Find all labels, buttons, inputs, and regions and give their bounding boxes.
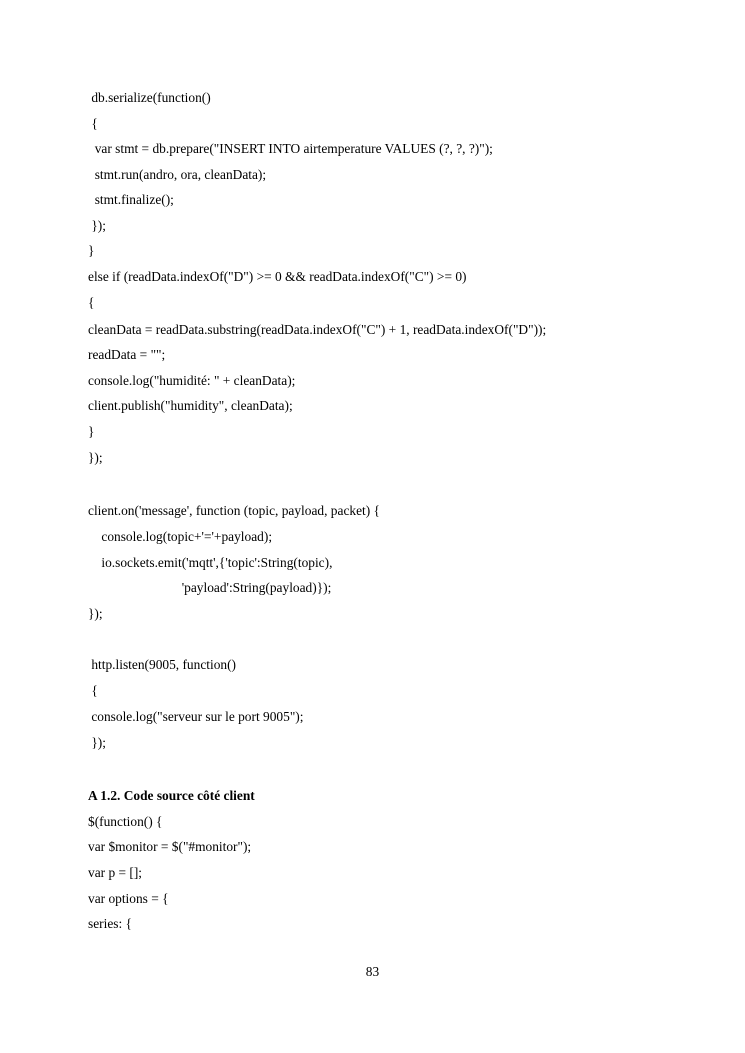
code-line: 'payload':String(payload)}); bbox=[88, 580, 332, 595]
code-line: client.on('message', function (topic, payload, packet) { bbox=[88, 503, 380, 518]
code-line: }); bbox=[88, 735, 106, 750]
code-line: } bbox=[88, 424, 95, 439]
code-line: }); bbox=[88, 450, 103, 465]
code-line: { bbox=[88, 295, 95, 310]
code-line: }); bbox=[88, 218, 106, 233]
code-line: console.log("serveur sur le port 9005"); bbox=[88, 709, 304, 724]
code-line: series: { bbox=[88, 916, 132, 931]
code-line: var stmt = db.prepare("INSERT INTO airtemperature VALUES (?, ?, ?)"); bbox=[88, 141, 493, 156]
code-line: } bbox=[88, 243, 95, 258]
section-heading: A 1.2. Code source côté client bbox=[88, 788, 255, 803]
code-line: http.listen(9005, function() bbox=[88, 657, 237, 672]
code-line: { bbox=[88, 683, 98, 698]
code-line: $(function() { bbox=[88, 814, 163, 829]
code-line: client.publish("humidity", cleanData); bbox=[88, 398, 293, 413]
code-line: { bbox=[88, 116, 98, 131]
code-line: cleanData = readData.substring(readData.indexOf("C") + 1, readData.indexOf("D")); bbox=[88, 322, 547, 337]
code-line: db.serialize(function() bbox=[88, 90, 211, 105]
code-line: var $monitor = $("#monitor"); bbox=[88, 839, 252, 854]
code-line: }); bbox=[88, 606, 103, 621]
code-line: stmt.finalize(); bbox=[88, 192, 174, 207]
code-line: stmt.run(andro, ora, cleanData); bbox=[88, 167, 267, 182]
code-line: readData = ""; bbox=[88, 347, 166, 362]
code-line: var options = { bbox=[88, 891, 169, 906]
code-line: console.log(topic+'='+payload); bbox=[88, 529, 273, 544]
code-line: var p = []; bbox=[88, 865, 143, 880]
code-line: else if (readData.indexOf("D") >= 0 && readData.indexOf("C") >= 0) bbox=[88, 269, 467, 284]
page-number: 83 bbox=[365, 964, 380, 979]
code-line: io.sockets.emit('mqtt',{'topic':String(topic), bbox=[88, 555, 333, 570]
code-line: console.log("humidité: " + cleanData); bbox=[88, 373, 296, 388]
